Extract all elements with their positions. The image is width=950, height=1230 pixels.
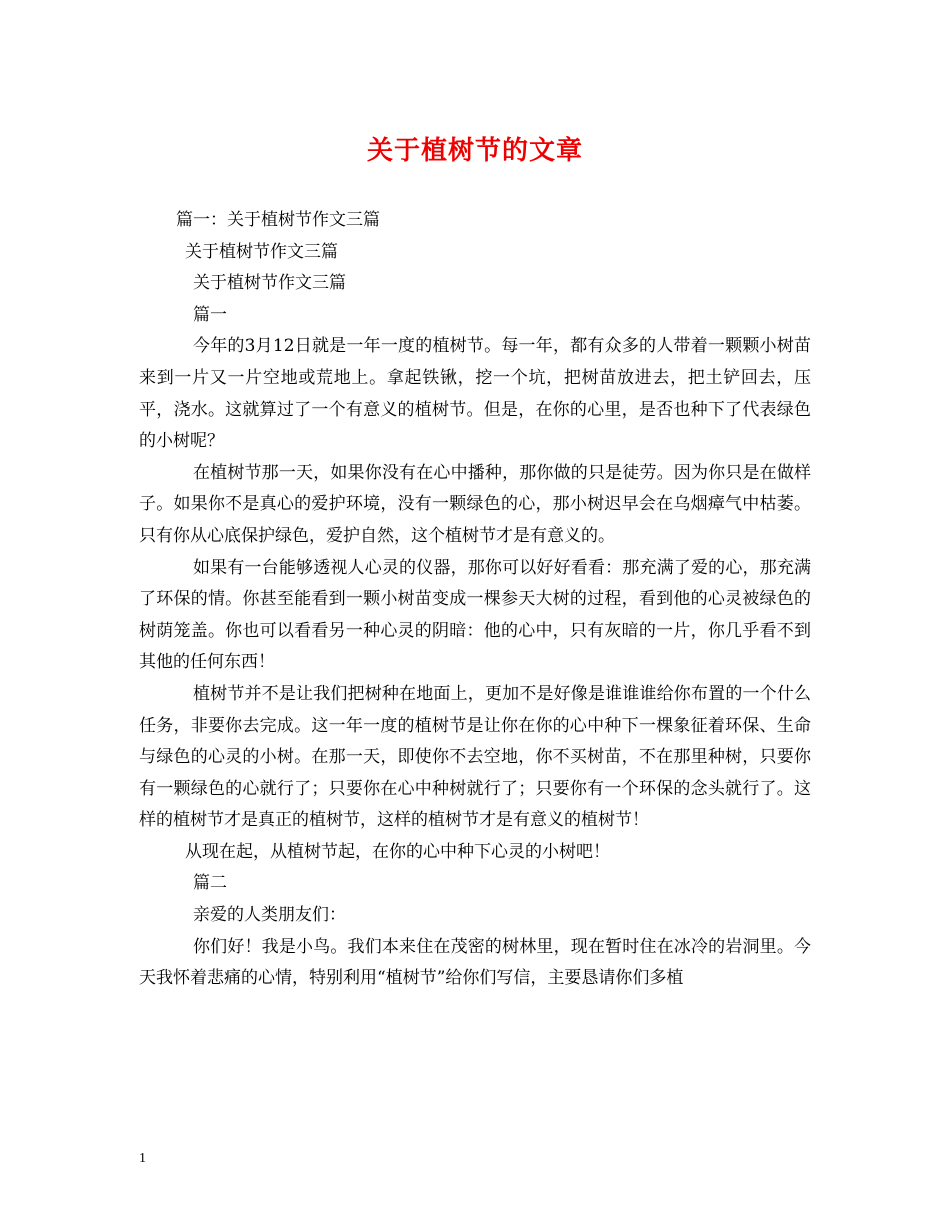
paragraph: 植树节并不是让我们把树种在地面上，更加不是好像是谁谁谁给你布置的一个什么任务，非要你去完成。这一年一度的植树节是让你在你的心中种下一棵象征着环保、生命与绿色的心灵的小树。在那一天，即使你不去空地，你不买树苗，不在那里种树，只要你有一颗绿色的心就行了；只要你在心中种树就行了；只要你有一个环保的念头就行了。这样的植树节才是真正的植树节，这样的植树节才是有意义的植树节！	[139, 683, 811, 831]
section-heading: 篇一：关于植树节作文三篇	[176, 210, 380, 230]
part-label: 篇二	[193, 873, 227, 894]
paragraph: 你们好！我是小鸟。我们本来住在茂密的树林里，现在暂时住在冰冷的岩洞里。今天我怀着悲痛的心情，特别利用“植树节”给你们写信，主要恳请你们多植	[139, 936, 811, 989]
subheading: 关于植树节作文三篇	[193, 273, 346, 294]
page-number: 1	[139, 1151, 146, 1166]
subheading: 关于植树节作文三篇	[185, 241, 338, 262]
paragraph: 如果有一台能够透视人心灵的仪器，那你可以好好看看：那充满了爱的心，那充满了环保的情。你甚至能看到一颗小树苗变成一棵参天大树的过程，看到他的心灵被绿色的树荫笼盖。你也可以看看另一种心灵的阴暗：他的心中，只有灰暗的一片，你几乎看不到其他的任何东西！	[139, 557, 811, 673]
part-label: 篇一	[193, 304, 227, 325]
document-body	[139, 205, 811, 995]
document-title: 关于植树节的文章	[366, 136, 583, 166]
paragraph: 在植树节那一天，如果你没有在心中播种，那你做的只是徒劳。因为你只是在做样子。如果你不是真心的爱护环境，没有一颗绿色的心，那小树迟早会在乌烟瘴气中枯萎。只有你从心底保护绿色，爱护自然，这个植树节才是有意义的。	[139, 462, 811, 546]
closing-line: 从现在起，从植树节起，在你的心中种下心灵的小树吧！	[185, 841, 610, 862]
salutation: 亲爱的人类朋友们：	[193, 905, 346, 926]
paragraph: 今年的3月12日就是一年一度的植树节。每一年，都有众多的人带着一颗颗小树苗来到一片又一片空地或荒地上。拿起铁锹，挖一个坑，把树苗放进去，把土铲回去，压平，浇水。这就算过了一个有意义的植树节。但是，在你的心里，是否也种下了代表绿色的小树呢？	[139, 336, 811, 452]
